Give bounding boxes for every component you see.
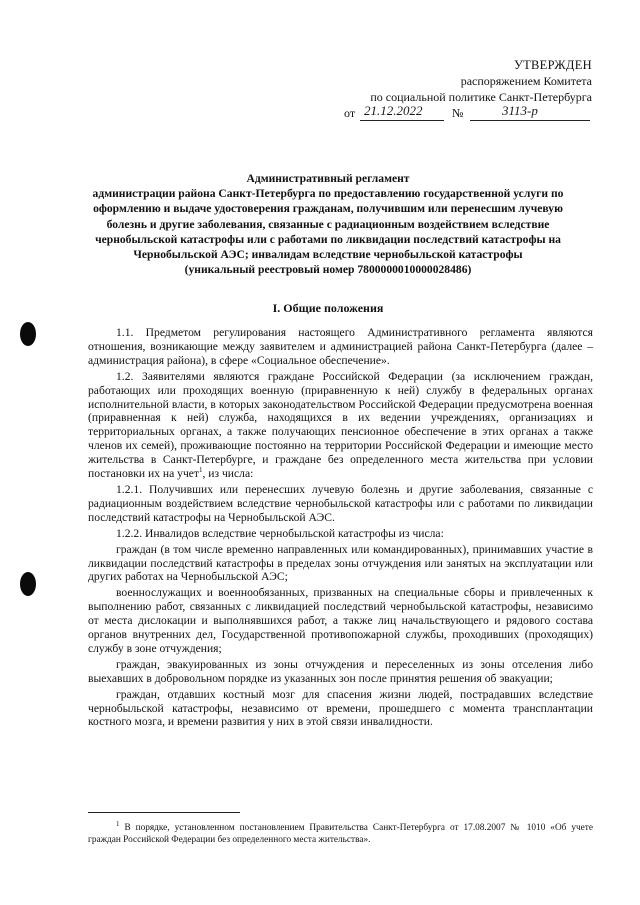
paragraph-1-2-1: 1.2.1. Получивших или перенесших лучевую болезнь и другие заболевания, связанные с радиационным воздействием вследствие чернобыльской катастрофы или с работами по ликвидации последствий катастрофы на Чернобыльской АЭС. <box>88 482 593 524</box>
paragraph-1-2-2: 1.2.2. Инвалидов вследствие чернобыльской катастрофы из числа: <box>116 526 444 540</box>
approval-date-line <box>342 105 592 123</box>
number-underline <box>470 120 590 121</box>
list-item-participants: граждан (в том числе временно направленных или командированных), принимавших участие в ликвидации последствий катастрофы в пределах зоны отчуждения или занятых на эксплуатации или других работах на Чернобыльской АЭС; <box>88 542 593 584</box>
section-heading: I. Общие положения <box>272 301 384 315</box>
punch-hole-top <box>20 322 36 346</box>
title-heading: Административный регламент <box>246 172 410 185</box>
footnote-divider <box>88 812 240 813</box>
paragraph-1-1: 1.1. Предметом регулирования настоящего Административного регламента являются отношения, возникающие между заявителем и администрацией района Санкт-Петербурга (далее – администрация района), в сфере «Социальное обеспечение». <box>88 326 593 367</box>
regulation-title <box>86 171 570 277</box>
footnote-mark: 1 <box>116 819 120 828</box>
paragraph-1-2 <box>88 370 593 481</box>
footnote-text: В порядке, установленном постановлением Правительства Санкт-Петербурга от 17.08.2007 № 1010 «Об учете граждан Российской Федерации без определенного места жительства». <box>88 823 593 845</box>
date-underline <box>360 120 444 121</box>
paragraph-1-2-text: 1.2. Заявителями являются граждане Российской Федерации (за исключением граждан, работающих или проходящих военную (приравненную к ней) службу в федеральных органах исполнительной власти, в которых законодательством Российской Федерации предусмотрена военная (приравненная к ней) служба, находящихся в их ведении учреждениях, организациях и территориальных органах, а также получающих пенсионное обеспечение в этих органах а также членов их семей), проживающие постоянно на территории Российской Федерации и имеющие место жительства в Санкт-Петербурге, и граждане без определенного места жительства при условии постановки их на учет <box>88 369 593 481</box>
number-prefix: № <box>452 106 464 120</box>
list-item-evacuated: граждан, эвакуированных из зоны отчуждения и переселенных из зоны отселения либо выехавших в добровольном порядке из указанных зон после принятия решения об эвакуации; <box>88 657 593 685</box>
date-prefix: от <box>344 106 356 120</box>
document-body <box>88 326 593 729</box>
punch-hole-bottom <box>20 572 36 596</box>
approval-heading: УТВЕРЖДЕН <box>513 58 592 72</box>
title-body: администрации района Санкт-Петербурга по предоставлению государственной услуги по оформлению и выдаче удостоверения гражданам, получившим или перенесшим лучевую болезнь и другие заболевания, связанные с радиационным воздействием вследствие чернобыльской катастрофы или с работами по ликвидации последствий катастрофы на Чернобыльской АЭС; инвалидам вследствие чернобыльской катастрофы <box>92 187 564 262</box>
approval-line-1: распоряжением Комитета <box>460 74 592 88</box>
registry-number: (уникальный реестровый номер 7800000010000028486) <box>184 263 472 277</box>
approval-stamp-block <box>342 57 592 123</box>
paragraph-1-2-tail: , из числа: <box>202 467 254 481</box>
approval-line-2: по социальной политике Санкт-Петербурга <box>370 90 592 104</box>
list-item-donors: граждан, отдавших костный мозг для спасения жизни людей, пострадавших вследствие чернобыльской катастрофы, независимо от времени, прошедшего с момента трансплантации костного мозга, и времени развития у них в этой связи инвалидности. <box>88 687 593 729</box>
footnote-ref: 1 <box>199 466 203 475</box>
footnote <box>88 819 593 846</box>
handwritten-date: 21.12.2022 <box>364 103 423 118</box>
list-item-servicemen: военнослужащих и военнообязанных, призванных на специальные сборы и привлеченных к выполнению работ, связанных с ликвидацией последствий чернобыльской катастрофы, независимо от места дислокации и выполнявшихся работ, а также лиц начальствующего и рядового состава органов внутренних дел, Государственной противопожарной службы, проходивших (проходящих) службу в зоне отчуждения; <box>88 586 593 655</box>
handwritten-number: 3113-р <box>502 103 538 118</box>
